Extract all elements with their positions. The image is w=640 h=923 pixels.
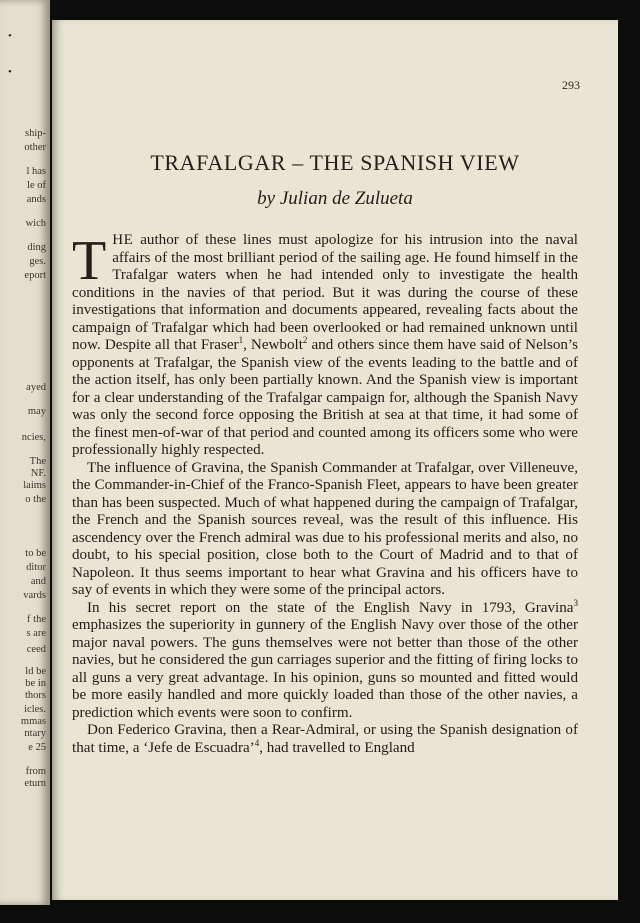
previous-page-line: ands <box>26 194 46 205</box>
previous-page-line: icles. <box>24 704 46 715</box>
paragraph-3 <box>72 597 578 723</box>
previous-page-line: s are <box>26 628 46 639</box>
previous-page-line: e 25 <box>28 742 46 753</box>
journal-page <box>52 20 618 900</box>
previous-page-line: ntary <box>24 728 46 739</box>
previous-page-line: from <box>25 766 46 777</box>
paragraph-text: author of these lines must apologize for his intrusion into the naval affairs of the most brilliant period of the sailing age. He found himself in the Trafalgar waters when he had intended only to investigate the health conditions in the navies of that period. But it was during the course of these investigations that information and documents appeared, revealing facts about the campaign of Trafalgar which had been overlooked or had remained unknown until now. Despite all that Fraser <box>72 232 578 353</box>
article-byline: by Julian de Zulueta <box>257 188 413 209</box>
paragraph-1 <box>72 232 578 460</box>
previous-page-line: ges. <box>29 256 46 267</box>
article-body <box>72 232 578 757</box>
previous-page-line: thors <box>25 690 46 701</box>
previous-page-line: le of <box>27 180 46 191</box>
previous-page-edge <box>0 0 50 905</box>
previous-page-line: NF. <box>30 468 46 479</box>
page-number: 293 <box>562 78 580 92</box>
paragraph-text: , Newbolt <box>243 337 303 353</box>
article-title: TRAFALGAR – THE SPANISH VIEW <box>150 150 520 175</box>
margin-mark: • <box>8 30 12 42</box>
previous-page-line: and <box>30 576 46 587</box>
footnote-ref-3[interactable]: 3 <box>573 597 578 608</box>
previous-page-line: l has <box>26 166 46 177</box>
paragraph-text: emphasizes the superiority in gunnery of the English Navy over those of the other major naval powers. The guns themselves were not better than those of the other navies, but he considered the gun carriages superior and the fitting of firing locks to all guns a very great advantage. In his opinion, guns so mounted and fitted would be more easily handled and more quickly loaded than those of the other navies, a prediction which events were soon to confirm. <box>72 617 578 721</box>
previous-page-line: to be <box>25 548 46 559</box>
footnote-ref-4[interactable]: 4 <box>254 737 260 748</box>
previous-page-line: ding <box>27 242 46 253</box>
previous-page-line: o the <box>25 494 46 505</box>
previous-page-line: ncies, <box>21 432 46 443</box>
previous-page-line: ship- <box>25 128 46 139</box>
previous-page-line: ayed <box>26 382 46 393</box>
paragraph-2: The influence of Gravina, the Spanish Commander at Trafalgar, over Villeneuve, the Commander-in-Chief of the Franco-Spanish Fleet, appears to have been greater than has been suspected. Much of what happened during the campaign of Trafalgar, the French and the Spanish sources reveal, was the result of this influence. His ascendency over the French admiral was due to his professional merits and also, no doubt, to his special position, close both to the Court of Madrid and to that of Napoleon. It thus seems important to hear what Gravina and his officers have to say of events in which they were some of the principal actors. <box>72 459 578 598</box>
previous-page-line: laims <box>23 480 46 491</box>
paragraph-text: In his secret report on the state of the English Navy in 1793, Gravina <box>87 599 574 616</box>
previous-page-line: other <box>24 142 46 153</box>
previous-page-line: wich <box>25 218 46 229</box>
previous-page-line: ceed <box>26 644 46 655</box>
previous-page-line: f the <box>27 614 46 625</box>
drop-cap: T <box>72 230 107 292</box>
previous-page-line: ditor <box>26 562 46 573</box>
paragraph-text: Don Federico Gravina, then a Rear-Admiral, or using the Spanish designation of that time, a ‘Jefe de Escuadra’ <box>72 722 578 756</box>
previous-page-line: mmas <box>20 716 46 727</box>
paragraph-text: and others since them have said of Nelson’s opponents at Trafalgar, the Spanish view of the events leading to the battle and of the action itself, has only been partially known. And the Spanish view is important for a clear understanding of the Trafalgar campaign for, although the Spanish Navy was only the second force opposing the British at sea at that time, it had some of the finest men-of-war of that period and counted among its officers some who were professionally highly respected. <box>72 337 578 458</box>
footnote-ref-1[interactable]: 1 <box>238 334 244 345</box>
paragraph-text: , had travelled to England <box>259 739 415 756</box>
footnote-ref-2[interactable]: 2 <box>302 334 308 345</box>
previous-page-line: be in <box>25 678 46 689</box>
previous-page-line: The <box>29 456 46 467</box>
previous-page-line: ld be <box>25 666 46 677</box>
first-word: HE <box>112 232 134 248</box>
previous-page-line: vards <box>23 590 46 601</box>
previous-page-line: may <box>27 406 46 417</box>
paragraph-4 <box>72 722 578 757</box>
previous-page-line: eport <box>24 270 46 281</box>
previous-page-line: eturn <box>24 778 46 789</box>
margin-mark: • <box>8 66 12 78</box>
